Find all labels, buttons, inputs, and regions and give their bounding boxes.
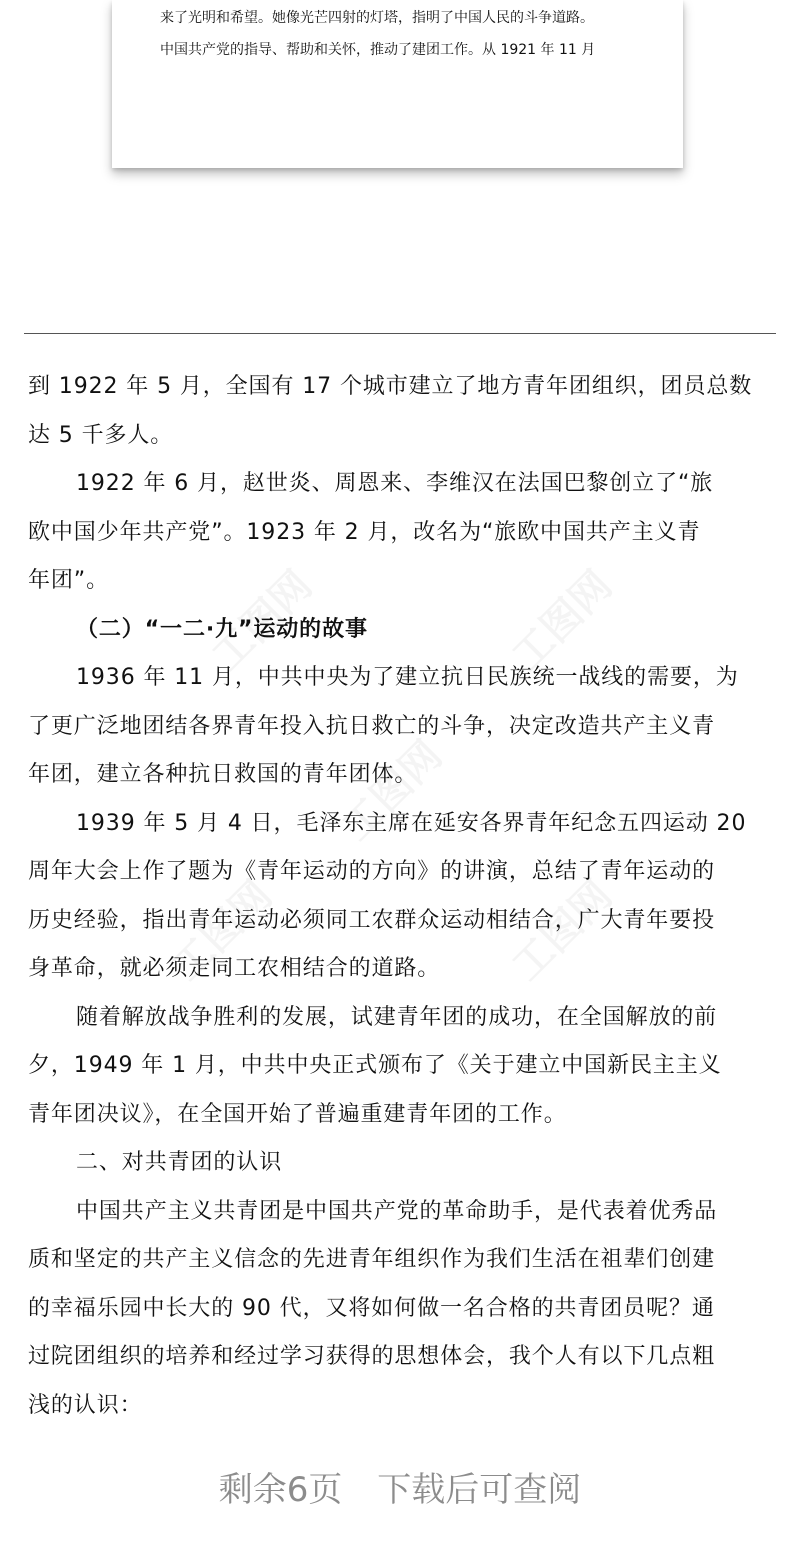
document-text-line: 了更广泛地团结各界青年投入抗日救亡的斗争，决定改造共产主义青 bbox=[28, 713, 716, 739]
document-text-line: 夕，1949 年 1 月，中共中央正式颁布了《关于建立中国新民主主义 bbox=[28, 1053, 722, 1078]
document-text-line: 的幸福乐园中长大的 90 代，又将如何做一名合格的共青团员呢？通 bbox=[28, 1295, 715, 1321]
download-prompt[interactable]: 剩余6页 下载后可查阅 bbox=[218, 1470, 582, 1510]
preview-text-line: 中国共产党的指导、帮助和关怀，推动了建团工作。从 1921 年 11 月 bbox=[160, 42, 596, 58]
document-text-line: 质和坚定的共产主义信念的先进青年组织作为我们生活在祖辈们创建 bbox=[28, 1247, 716, 1272]
preview-page-card bbox=[112, 0, 683, 168]
document-text-line: 随着解放战争胜利的发展，试建青年团的成功，在全国解放的前 bbox=[76, 1004, 718, 1030]
document-text-line: 二、对共青团的认识 bbox=[76, 1150, 283, 1175]
document-text-line: 中国共产主义共青团是中国共产党的革命助手，是代表着优秀品 bbox=[76, 1198, 718, 1224]
page-divider bbox=[24, 333, 776, 334]
document-text-line: 1936 年 11 月，中共中央为了建立抗日民族统一战线的需要，为 bbox=[76, 665, 739, 690]
section-heading: （二）“一二·九”运动的故事 bbox=[76, 616, 368, 642]
document-text-line: 浅的认识： bbox=[28, 1392, 143, 1418]
document-text-line: 青年团决议》，在全国开始了普遍重建青年团的工作。 bbox=[28, 1101, 567, 1127]
document-text-line: 到 1922 年 5 月，全国有 17 个城市建立了地方青年团组织，团员总数 bbox=[28, 374, 753, 399]
document-text-line: 周年大会上作了题为《青年运动的方向》的讲演，总结了青年运动的 bbox=[28, 859, 716, 884]
document-text-line: 年团，建立各种抗日救国的青年团体。 bbox=[28, 762, 418, 787]
document-text-line: 身革命，就必须走同工农相结合的道路。 bbox=[28, 956, 441, 981]
document-text-line: 历史经验，指出青年运动必须同工农群众运动相结合，广大青年要投 bbox=[28, 907, 716, 933]
document-text-line: 1939 年 5 月 4 日，毛泽东主席在延安各界青年纪念五四运动 20 bbox=[76, 810, 747, 836]
document-text-line: 欧中国少年共产党”。1923 年 2 月，改名为“旅欧中国共产主义青 bbox=[28, 519, 701, 545]
document-text-line: 1922 年 6 月，赵世炎、周恩来、李维汉在法国巴黎创立了“旅 bbox=[76, 471, 714, 496]
preview-text-line: 来了光明和希望。她像光芒四射的灯塔，指明了中国人民的斗争道路。 bbox=[160, 10, 594, 26]
document-text-line: 达 5 千多人。 bbox=[28, 422, 174, 448]
document-body bbox=[28, 363, 776, 1430]
document-text-line: 过院团组织的培养和经过学习获得的思想体会，我个人有以下几点粗 bbox=[28, 1344, 716, 1369]
document-text-line: 年团”。 bbox=[28, 568, 109, 593]
